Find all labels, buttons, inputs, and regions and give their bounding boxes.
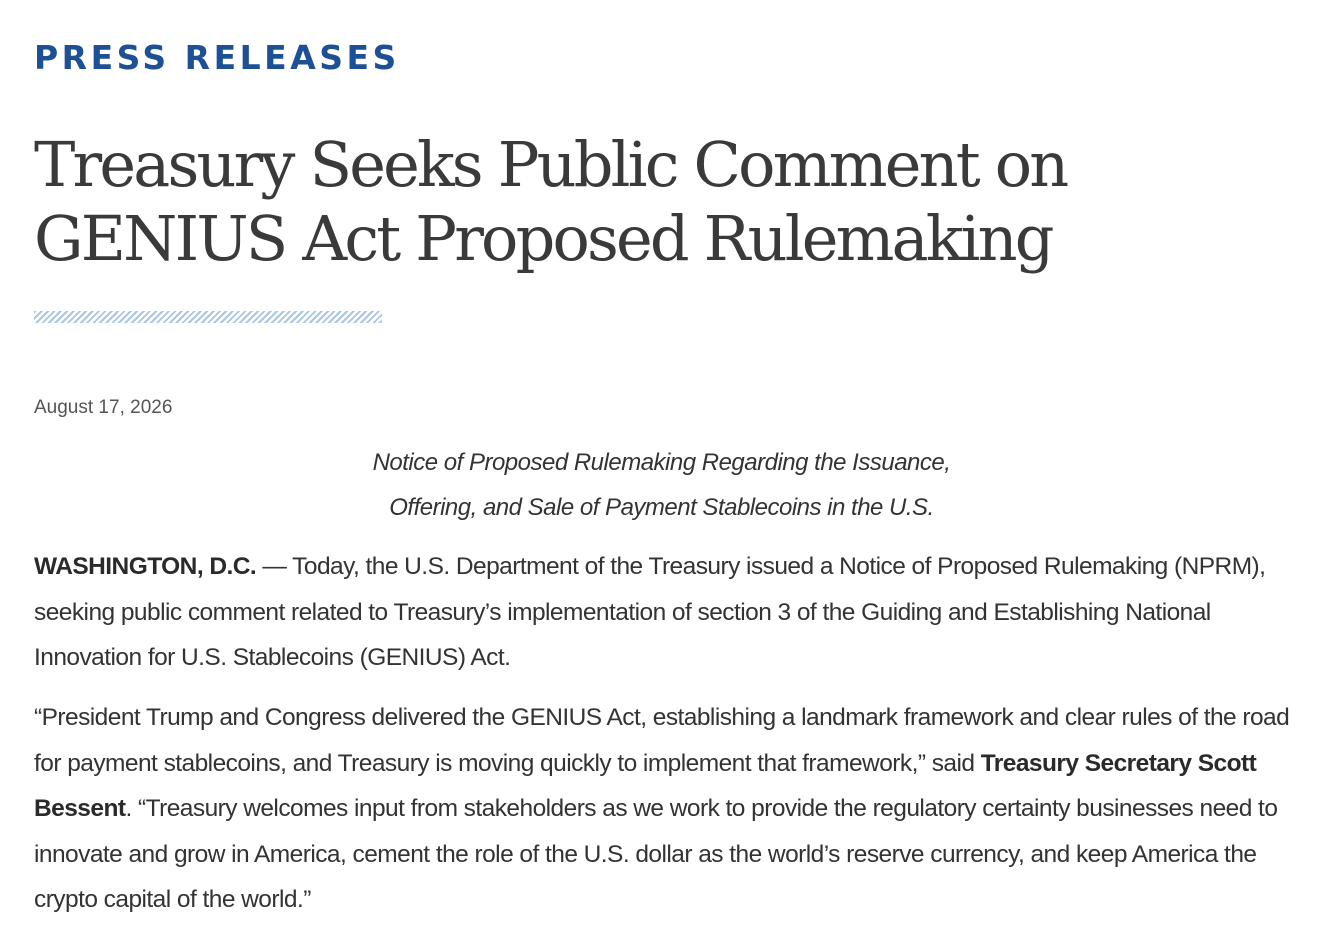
quote-part-1: “President Trump and Congress delivered the GENIUS Act, establishing a landmark framework and clear rules of the road for payment stablecoins, and Treasury is moving quickly to implement that framework,” said: [34, 704, 1290, 777]
publish-date: August 17, 2026: [34, 397, 173, 418]
dateline: WASHINGTON, D.C.: [34, 553, 257, 580]
section-label[interactable]: PRESS RELEASES: [34, 38, 400, 77]
quote-part-2: . “Treasury welcomes input from stakeholders as we work to provide the regulatory certainty businesses need to innovate and grow in America, cement the role of the U.S. dollar as the world’s reserve currency, and keep America the crypto capital of the world.”: [34, 795, 1278, 913]
page-title: Treasury Seeks Public Comment on GENIUS Act Proposed Rulemaking: [34, 128, 1067, 275]
body-paragraph-2: [34, 695, 1304, 923]
paragraph-1-text: — Today, the U.S. Department of the Treasury issued a Notice of Proposed Rulemaking (NPRM), seeking public comment related to Treasury’s implementation of section 3 of the Guiding and Establishing National Innovation for U.S. Stablecoins (GENIUS) Act.: [34, 553, 1266, 671]
article-subhead: [34, 440, 1289, 530]
body-paragraph-1: [34, 544, 1304, 681]
title-divider: [34, 311, 382, 323]
subhead-line-2: Offering, and Sale of Payment Stablecoins in the U.S.: [389, 494, 934, 521]
subhead-line-1: Notice of Proposed Rulemaking Regarding the Issuance,: [372, 449, 951, 476]
speaker-name: Treasury Secretary Scott Bessent: [34, 749, 1257, 822]
